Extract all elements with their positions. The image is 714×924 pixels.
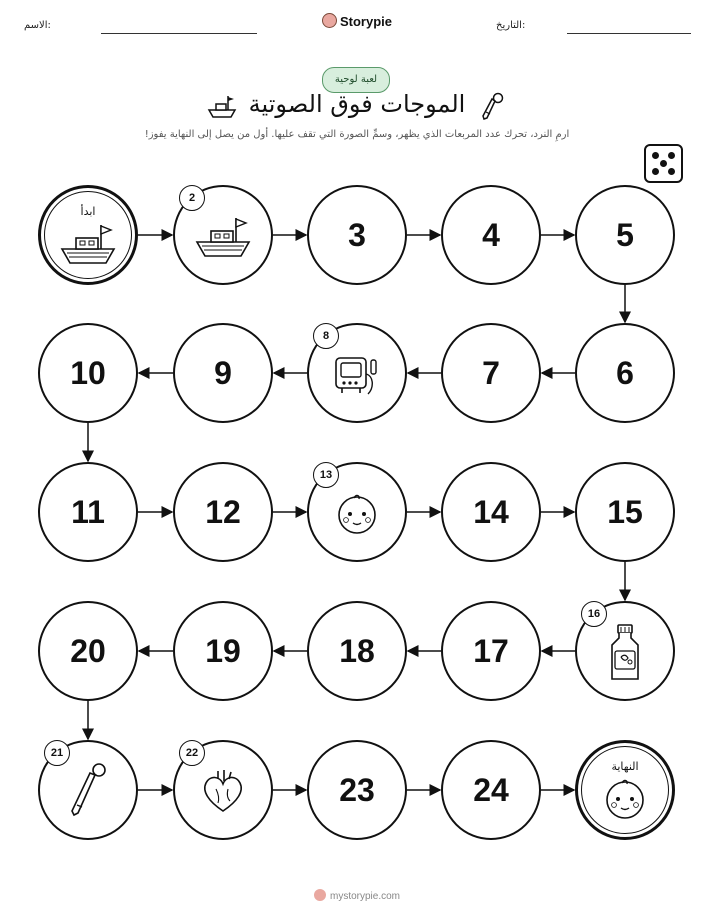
board-cell-7 [441, 323, 541, 423]
cell-number-badge: 8 [313, 323, 339, 349]
cell-number: 15 [607, 493, 643, 530]
cell-label: النهاية [611, 760, 639, 773]
footer [0, 889, 714, 902]
cell-number: 9 [214, 354, 232, 391]
board-cell-24 [441, 740, 541, 840]
cell-number-badge: 2 [179, 185, 205, 211]
cell-number-badge: 21 [44, 740, 70, 766]
board-cell-23 [307, 740, 407, 840]
cell-number-badge: 22 [179, 740, 205, 766]
ultrasound-machine-icon [330, 348, 384, 406]
cell-number: 3 [348, 216, 366, 253]
board-cell-2 [173, 185, 273, 285]
cell-number: 10 [70, 354, 106, 391]
heart-icon [198, 767, 248, 821]
bear-icon [314, 889, 326, 901]
boat-icon [194, 214, 252, 264]
board-cell-3 [307, 185, 407, 285]
cell-number: 18 [339, 632, 375, 669]
cell-number: 4 [482, 216, 500, 253]
gel-bottle-icon [607, 623, 643, 687]
board-cell-6 [575, 323, 675, 423]
board-cell-13 [307, 462, 407, 562]
cell-number-badge: 13 [313, 462, 339, 488]
footer-url: mystorypie.com [329, 891, 400, 902]
date-label: التاريخ: [496, 20, 526, 31]
game-type-badge: لعبة لوحية [322, 67, 390, 93]
name-label: الاسم: [24, 20, 51, 31]
baby-face-icon [603, 777, 647, 825]
board-cell-17 [441, 601, 541, 701]
cell-number: 11 [71, 493, 105, 530]
cell-number: 24 [473, 771, 509, 808]
board-cell-12 [173, 462, 273, 562]
board-cell-18 [307, 601, 407, 701]
cell-number: 17 [473, 632, 509, 669]
board-cell-16 [575, 601, 675, 701]
board-cell-14 [441, 462, 541, 562]
cell-number: 20 [70, 632, 106, 669]
ultrasound-probe-icon [66, 761, 110, 827]
board-cell-10 [38, 323, 138, 423]
board-cell-21 [38, 740, 138, 840]
board-cell-9 [173, 323, 273, 423]
cell-number: 6 [616, 354, 634, 391]
instructions: ارمِ النرد، تحرك عدد المربعات الذي يظهر، وسمِّ الصورة التي تقف عليها. أول من يصل إلى النهاية يفوز! [144, 129, 570, 140]
cell-number: 7 [482, 354, 500, 391]
cell-number: 19 [205, 632, 241, 669]
cell-number-badge: 16 [581, 601, 607, 627]
cell-label: ابدأ [80, 205, 96, 218]
board-cell-8 [307, 323, 407, 423]
board-cell-25 [575, 740, 675, 840]
baby-face-icon [335, 492, 379, 540]
brand-name: Storypie [339, 14, 392, 29]
cell-number: 5 [616, 216, 634, 253]
board-cell-19 [173, 601, 273, 701]
cell-number: 14 [473, 493, 509, 530]
board-cell-20 [38, 601, 138, 701]
board-cell-1 [38, 185, 138, 285]
board-cell-4 [441, 185, 541, 285]
board-cell-15 [575, 462, 675, 562]
board-cell-5 [575, 185, 675, 285]
board-cell-22 [173, 740, 273, 840]
boat-icon [59, 221, 117, 271]
cell-number: 23 [339, 771, 375, 808]
board-cell-11 [38, 462, 138, 562]
cell-number: 12 [205, 493, 241, 530]
page-title: الموجات فوق الصوتية [248, 90, 466, 118]
